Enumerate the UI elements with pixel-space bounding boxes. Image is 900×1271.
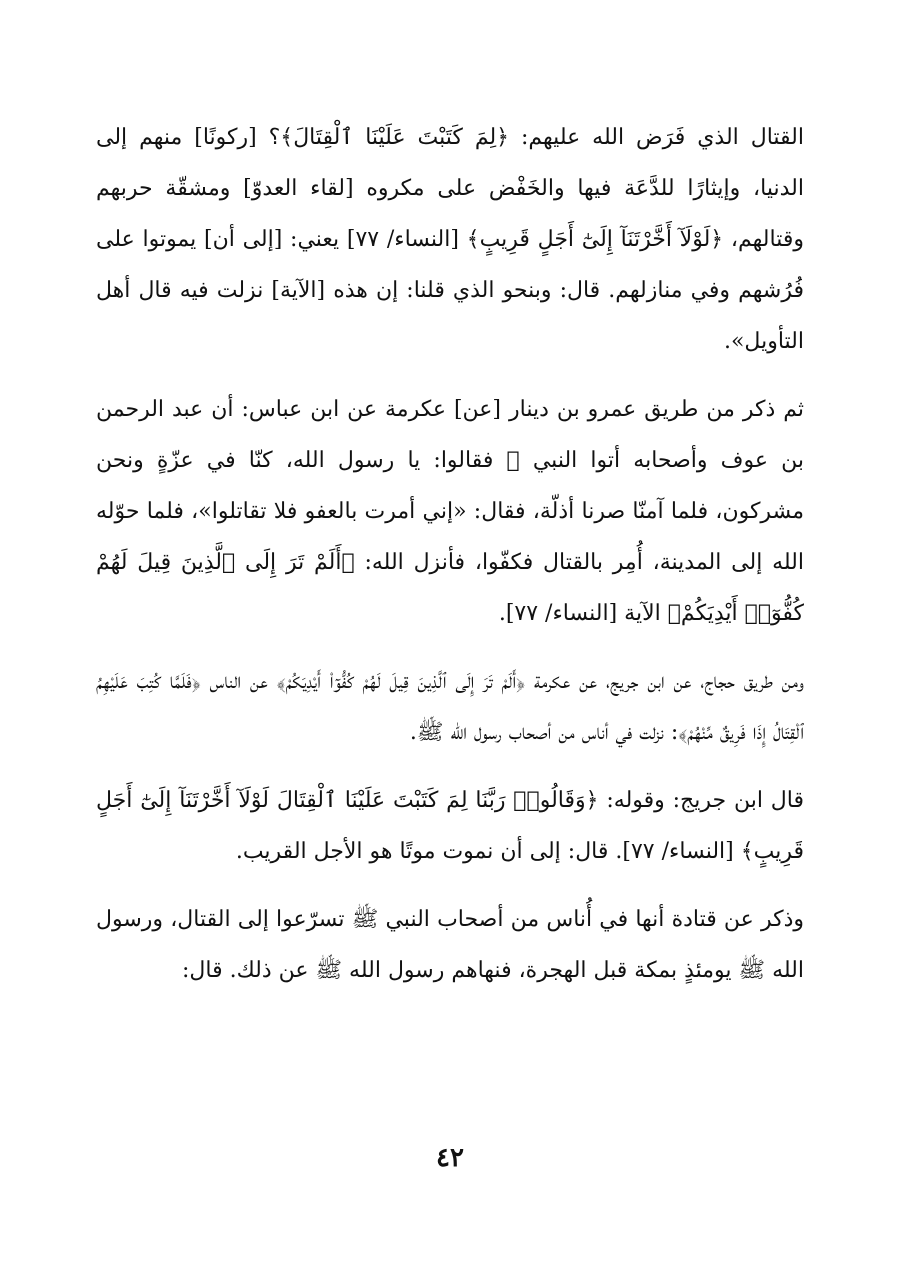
paragraph-5: وذكر عن قتادة أنها في أُناس من أصحاب النبي ﷺ تسرّعوا إلى القتال، ورسول الله ﷺ يومئذٍ بمكة قبل الهجرة، فنهاهم رسول الله ﷺ عن ذلك. قال: — [96, 907, 804, 983]
paragraph-4: قال ابن جريج: وقوله: ﴿وَقَالُوا۟ رَبَّنَا لِمَ كَتَبْتَ عَلَيْنَا ٱلْقِتَالَ لَوْلَآ أَخَّرْتَنَآ إِلَىٰٓ أَجَلٍ قَرِيبٍ﴾ [النساء/ ٧٧]. قال: إلى أن نموت موتًا هو الأجل القريب. — [96, 788, 804, 864]
paragraph-1: القتال الذي فَرَض الله عليهم: ﴿لِمَ كَتَبْتَ عَلَيْنَا ٱلْقِتَالَ﴾؟ [ركونًا] منهم إلى الدنيا، وإيثارًا للدَّعَة فيها والخَفْض على مكروه [لقاء العدوّ] ومشقّة حربهم وقتالهم، ﴿لَوْلَآ أَخَّرْتَنَآ إِلَىٰٓ أَجَلٍ قَرِيبٍ﴾ [النساء/ ٧٧] يعني: [إلى أن] يموتوا على فُرُشهم وفي منازلهم. قال: وبنحو الذي قلنا: إن هذه [الآية] نزلت فيه قال أهل التأويل». — [96, 125, 804, 354]
page-number: ٤٢ — [436, 1143, 464, 1173]
paragraph-2: ثم ذكر من طريق عمرو بن دينار [عن] عكرمة عن ابن عباس: أن عبد الرحمن بن عوف وأصحابه أتوا النبي ﷺ فقالوا: يا رسول الله، كنّا في عزّةٍ ونحن مشركون، فلما آمنّا صرنا أذلّة، فقال: «إني أمرت بالعفو فلا تقاتلوا»، فلما حوّله الله إلى المدينة، أُمِر بالقتال فكفّوا، فأنزل الله: ﴿أَلَمْ تَرَ إِلَى ٱلَّذِينَ قِيلَ لَهُمْ كُفُّوٓا۟ أَيْدِيَكُمْ﴾ الآية [النساء/ ٧٧]. — [96, 397, 804, 626]
paragraph-3: ومن طريق حجاج، عن ابن جريج، عن عكرمة ﴿أَلَمْ تَرَ إِلَى ٱلَّذِينَ قِيلَ لَهُمْ كُفُّوٓا۟ أَيْدِيَكُمْ﴾ عن الناس ﴿فَلَمَّا كُتِبَ عَلَيْهِمُ ٱلْقِتَالُ إِذَا فَرِيقٌ مِّنْهُمْ﴾: نزلت في أناس من أصحاب رسول الله ﷺ. — [96, 669, 804, 745]
